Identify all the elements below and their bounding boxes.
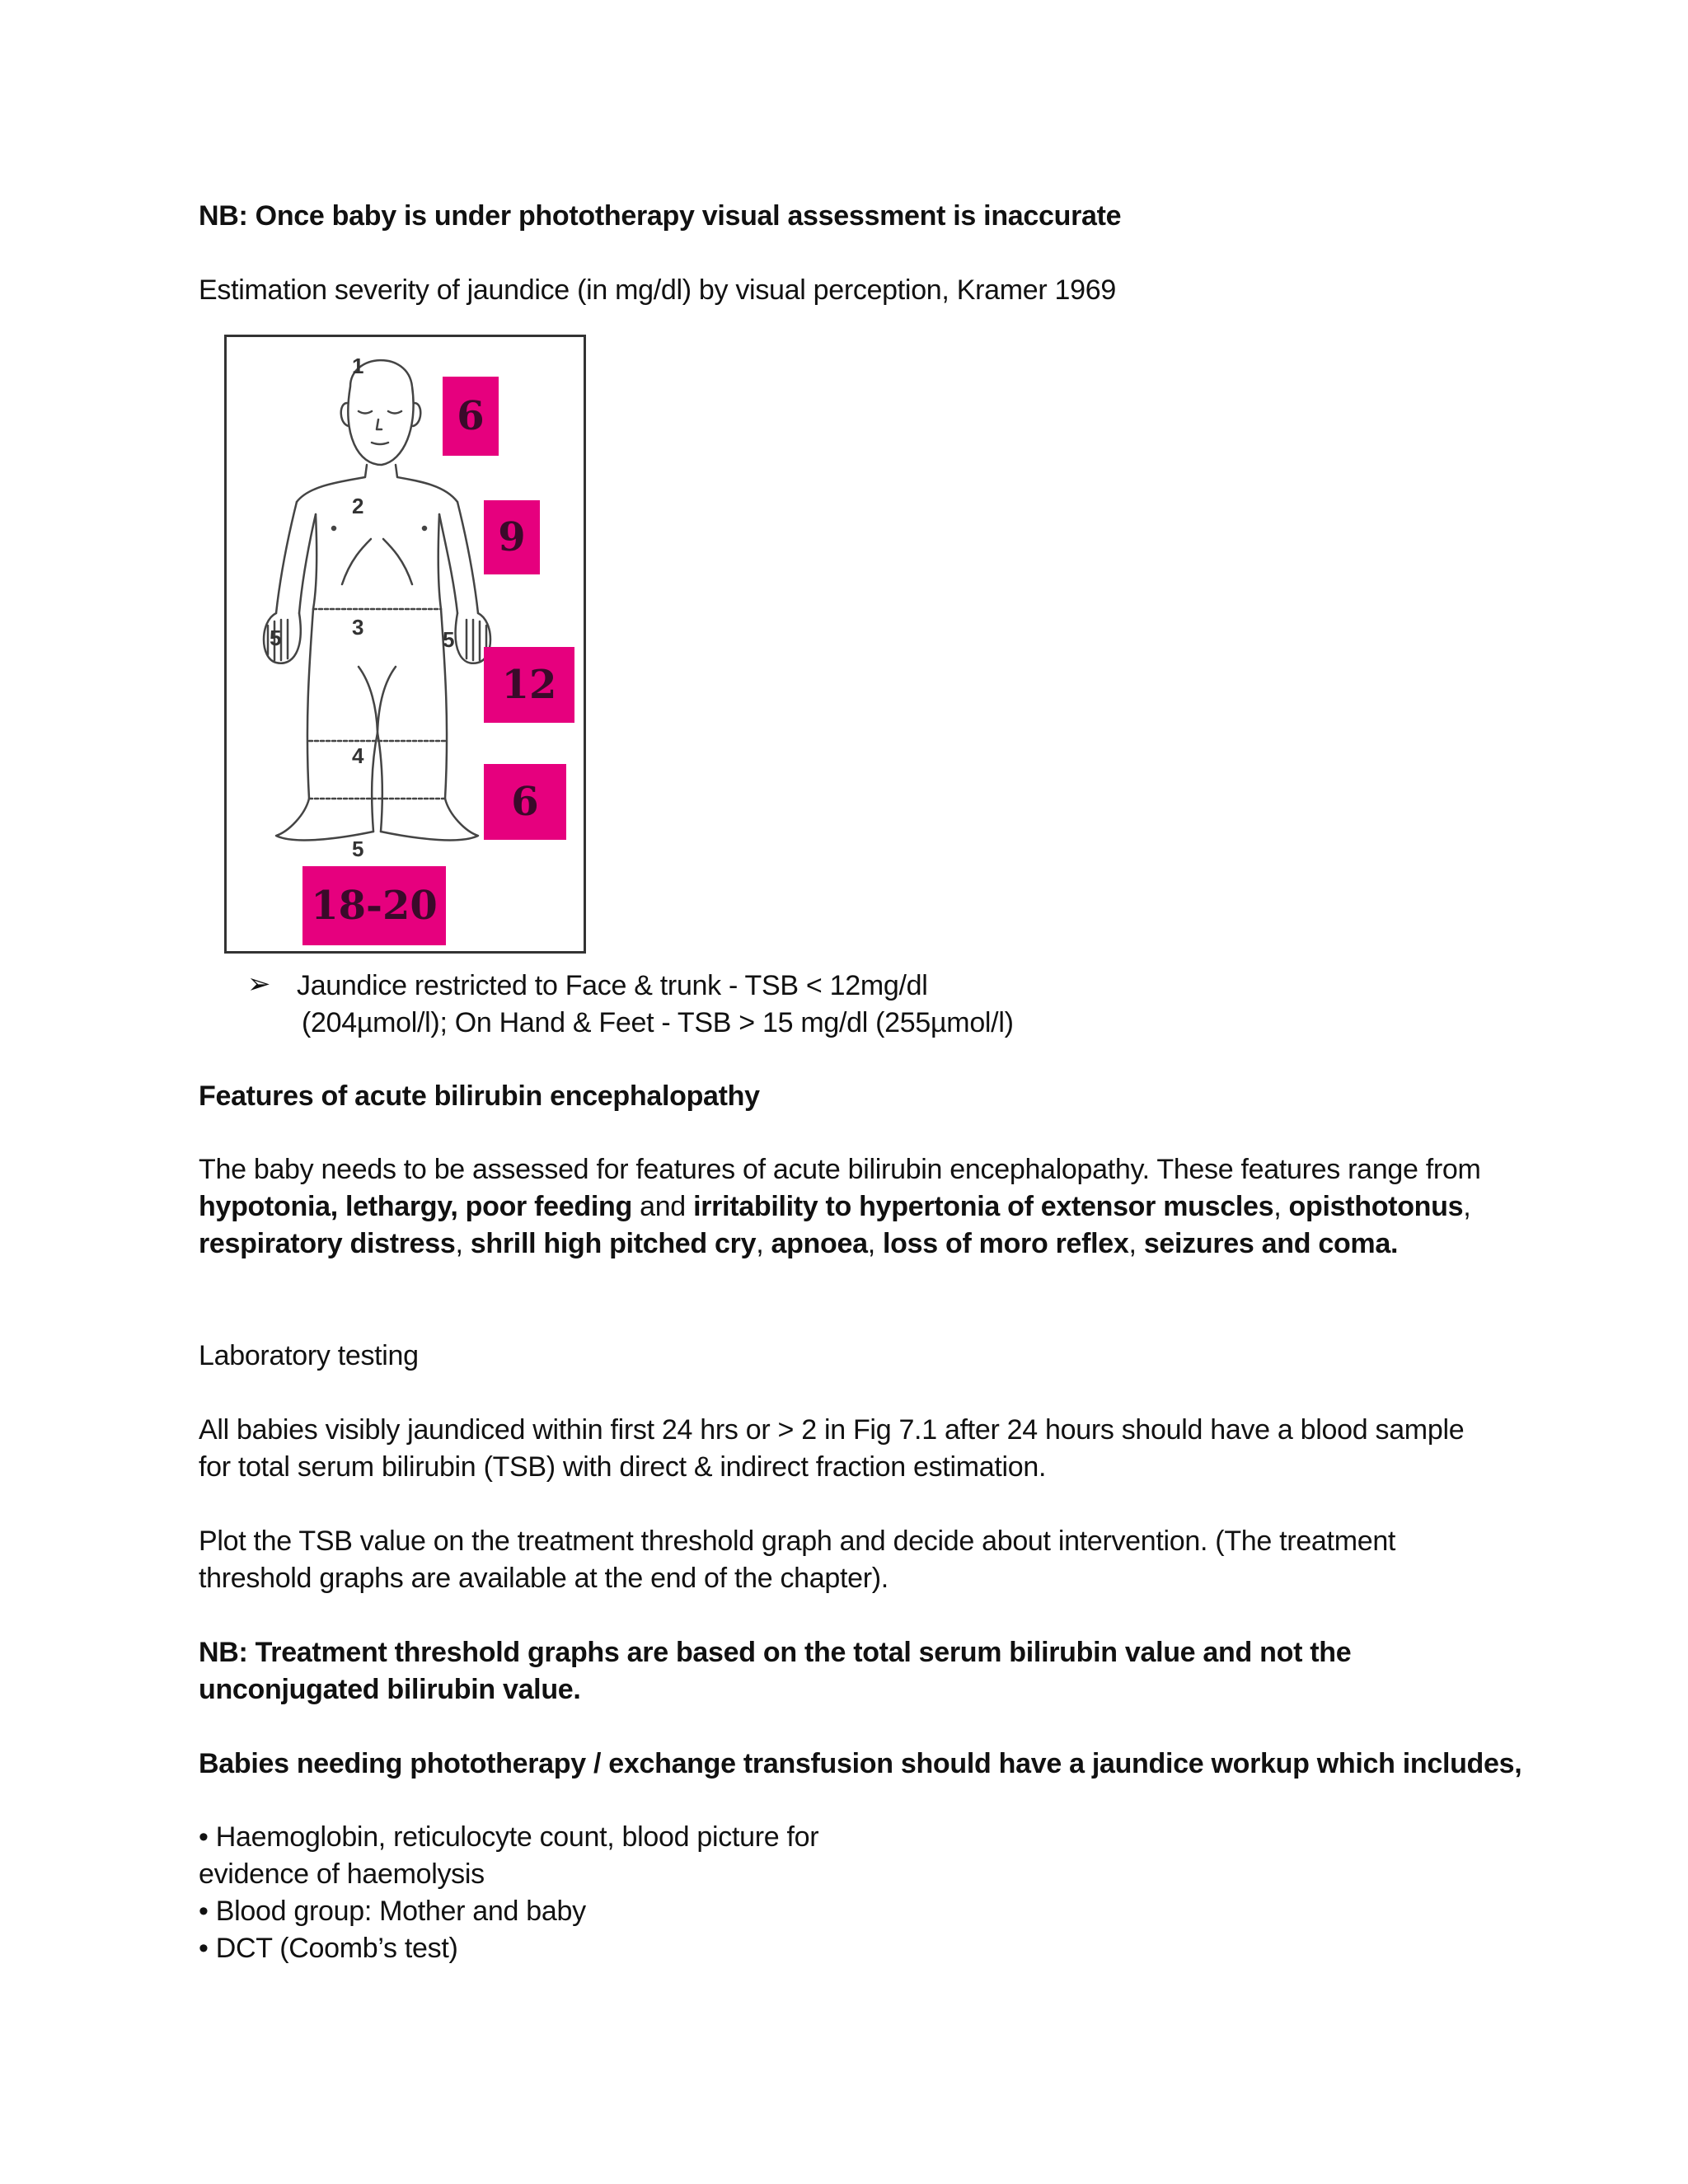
workup-item: evidence of haemolysis [199, 1858, 485, 1890]
workup-item: • DCT (Coomb’s test) [199, 1933, 458, 1964]
bullet-line-1: Jaundice restricted to Face & trunk - TSB < 12mg/dl [297, 970, 928, 1001]
lab-paragraph: All babies visibly jaundiced within first 24 hrs or > 2 in Fig 7.1 after 24 hours should have a blood sample for total serum bilirubin (TSB) with direct & indirect fraction estimation. [199, 1414, 1465, 1483]
features-text: and [631, 1191, 694, 1222]
features-bold-3: opisthotonus [1288, 1191, 1464, 1222]
features-text: , [1463, 1191, 1471, 1222]
kramer-body-diagram [224, 335, 586, 954]
zone-label-4: 4 [352, 743, 364, 768]
estimation-title: Estimation severity of jaundice (in mg/dl) by visual perception, Kramer 1969 [199, 274, 1116, 306]
zone-label-2: 2 [352, 494, 364, 518]
workup-item: • Haemoglobin, reticulocyte count, blood picture for [199, 1821, 819, 1853]
features-bold-6: apnoea [771, 1228, 868, 1259]
nb-phototherapy-note: NB: Once baby is under phototherapy visual assessment is inaccurate [199, 200, 1122, 232]
features-bold-5: shrill high pitched cry [470, 1228, 757, 1259]
value-box-head: 6 [443, 377, 499, 456]
plot-paragraph: Plot the TSB value on the treatment threshold graph and decide about intervention. (The treatment threshold graphs are available at the end of the chapter). [199, 1526, 1396, 1594]
zone-label-5-left-hand: 5 [270, 626, 282, 650]
features-text: , [867, 1228, 884, 1259]
features-text: , [756, 1228, 771, 1259]
lab-heading: Laboratory testing [199, 1340, 419, 1371]
features-text: , [1128, 1228, 1144, 1259]
zone-label-3: 3 [352, 615, 364, 640]
features-text: , [455, 1228, 471, 1259]
features-paragraph [199, 1151, 1501, 1263]
features-bold-8: seizures and coma. [1143, 1228, 1399, 1259]
bullet-line-2: (204µmol/l); On Hand & Feet - TSB > 15 mg/dl (255µmol/l) [302, 1007, 1014, 1038]
workup-item: • Blood group: Mother and baby [199, 1896, 586, 1927]
features-bold-4: respiratory distress [199, 1228, 456, 1259]
value-box-chest: 9 [484, 500, 540, 574]
features-heading: Features of acute bilirubin encephalopathy [199, 1080, 760, 1112]
features-bold-7: loss of moro reflex [883, 1228, 1129, 1259]
features-text: The baby needs to be assessed for features of acute bilirubin encephalopathy. These features range from [199, 1154, 1481, 1185]
zone-label-5-feet: 5 [352, 837, 364, 861]
workup-heading: Babies needing phototherapy / exchange transfusion should have a jaundice workup which includes, [199, 1748, 1522, 1779]
value-box-abdomen: 12 [484, 647, 574, 723]
features-bold-1: hypotonia, lethargy, poor feeding [199, 1191, 632, 1222]
zone-label-5-right-hand: 5 [443, 627, 455, 652]
value-box-legs: 6 [484, 764, 566, 840]
zone-label-1: 1 [352, 354, 364, 378]
nb-threshold-note: NB: Treatment threshold graphs are based on the total serum bilirubin value and not the unconjugated bilirubin value. [199, 1637, 1352, 1705]
features-bold-2: irritability to hypertonia of extensor muscles [693, 1191, 1274, 1222]
features-text: , [1273, 1191, 1289, 1222]
bullet-arrow-icon: ➢ [247, 968, 271, 1000]
value-box-hands-feet: 18-20 [302, 866, 446, 945]
